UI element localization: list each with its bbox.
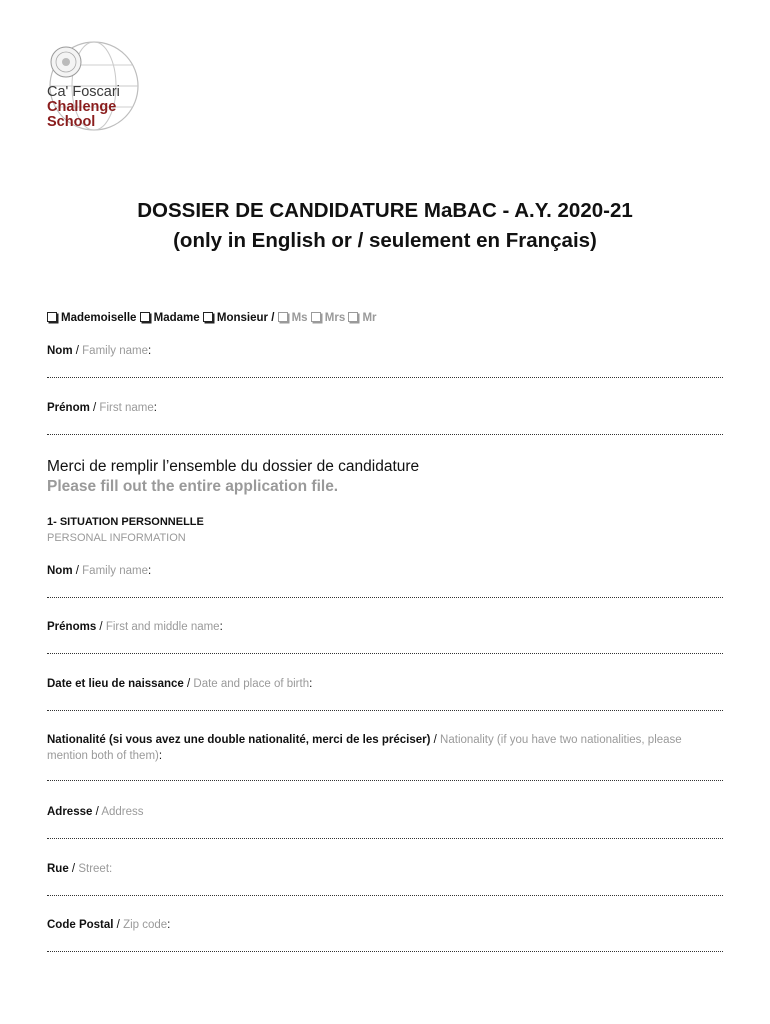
notice-en: Please fill out the entire application file. <box>47 478 339 495</box>
field-label-naissance: Date et lieu de naissance / Date and place of birth: <box>47 678 313 690</box>
input-line-code-postal[interactable] <box>47 951 723 954</box>
logo-school: School <box>47 114 96 130</box>
checkbox-icon[interactable] <box>278 312 288 322</box>
title-line-1: DOSSIER DE CANDIDATURE MaBAC - A.Y. 2020-21 <box>137 199 633 222</box>
school-logo <box>44 40 144 136</box>
checkbox-icon[interactable] <box>140 312 150 322</box>
input-line-prenom-top[interactable] <box>47 434 723 437</box>
title-line-2: (only in English or / seulement en Français) <box>173 229 597 252</box>
input-line-adresse[interactable] <box>47 838 723 841</box>
input-line-nom[interactable] <box>47 597 723 600</box>
input-line-prenoms[interactable] <box>47 653 723 656</box>
document-title <box>0 196 770 256</box>
logo-challenge: Challenge <box>47 99 117 115</box>
field-label-adresse: Adresse / Address <box>47 806 144 818</box>
field-label-nationalite: Nationalité (si vous avez une double nationalité, merci de les préciser) / Nationality (if you have two nationalities, please mention both of them): <box>47 734 682 762</box>
field-label-nom-top: Nom / Family name: <box>47 345 152 357</box>
notice <box>47 457 723 497</box>
civility-separator: / <box>271 312 275 324</box>
section-1-heading <box>47 514 723 546</box>
input-line-nationalite[interactable] <box>47 780 723 783</box>
checkbox-icon[interactable] <box>311 312 321 322</box>
input-line-nom-top[interactable] <box>47 377 723 380</box>
field-label-code-postal: Code Postal / Zip code: <box>47 919 171 931</box>
input-line-rue[interactable] <box>47 895 723 898</box>
field-label-prenom-top: Prénom / First name: <box>47 402 157 414</box>
checkbox-icon[interactable] <box>203 312 213 322</box>
section-1-title-en: PERSONAL INFORMATION <box>47 532 186 544</box>
input-line-naissance[interactable] <box>47 710 723 713</box>
field-label-prenoms: Prénoms / First and middle name: <box>47 621 223 633</box>
option-monsieur[interactable]: Monsieur <box>203 312 268 324</box>
option-ms[interactable]: Ms <box>278 312 308 324</box>
option-madame[interactable]: Madame <box>140 312 200 324</box>
field-label-rue: Rue / Street: <box>47 863 113 875</box>
civility-row <box>47 310 723 326</box>
option-mrs[interactable]: Mrs <box>311 312 345 324</box>
field-label-nom: Nom / Family name: <box>47 565 152 577</box>
section-1-title-fr: 1- SITUATION PERSONNELLE <box>47 516 204 528</box>
notice-fr: Merci de remplir l’ensemble du dossier de candidature <box>47 458 420 475</box>
checkbox-icon[interactable] <box>348 312 358 322</box>
option-mademoiselle[interactable]: Mademoiselle <box>47 312 136 324</box>
logo-ca-foscari: Ca' Foscari <box>47 84 120 100</box>
checkbox-icon[interactable] <box>47 312 57 322</box>
option-mr[interactable]: Mr <box>348 312 376 324</box>
